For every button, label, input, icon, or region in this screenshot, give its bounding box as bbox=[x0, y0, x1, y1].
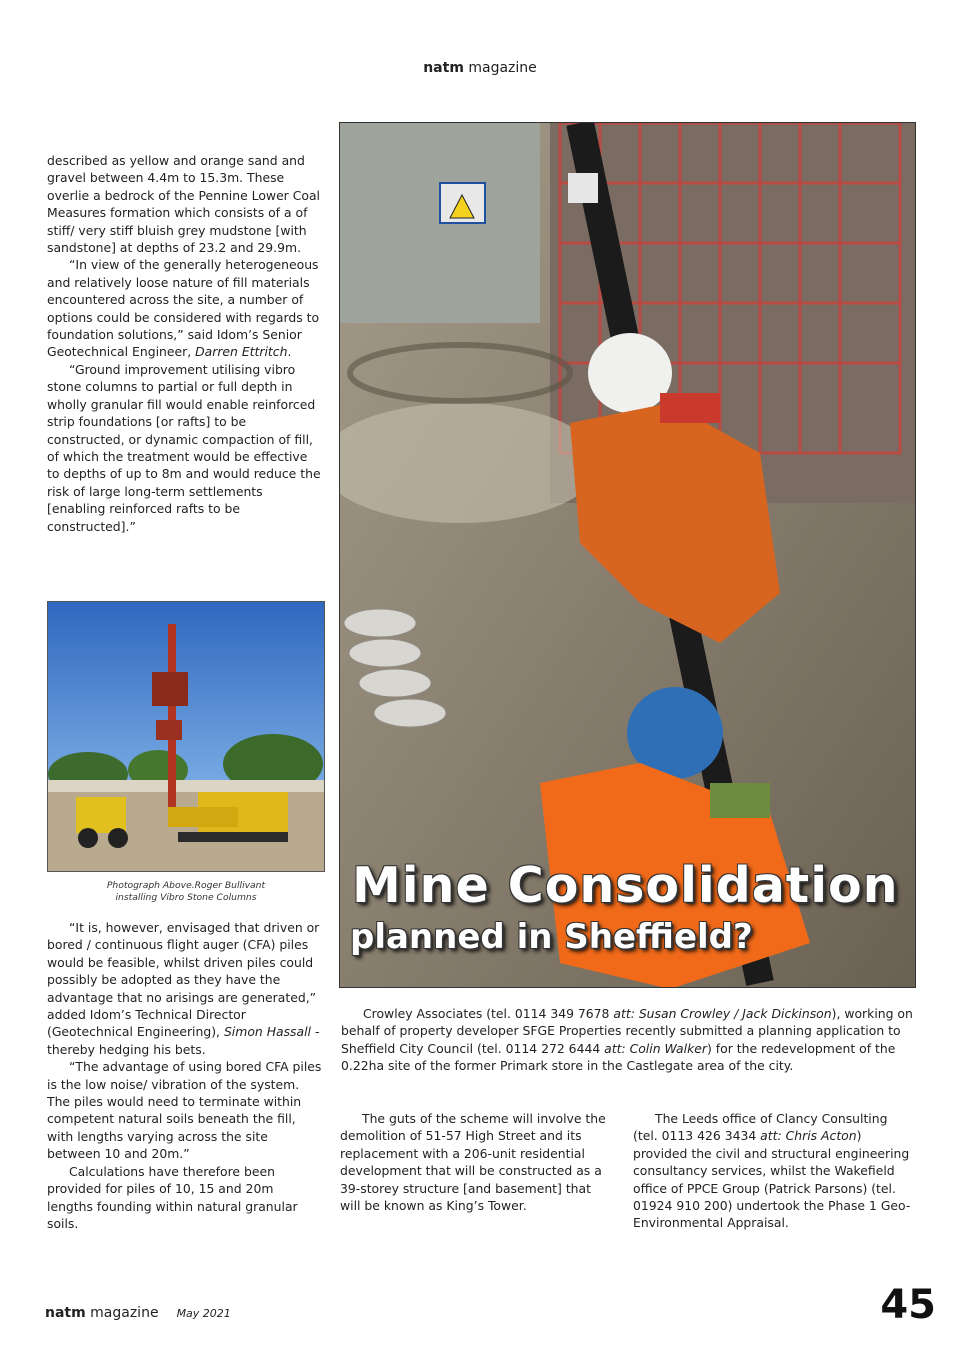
contact: att: Chris Acton bbox=[760, 1128, 857, 1144]
text: - thereby hedging his bets. bbox=[47, 1024, 320, 1057]
paragraph bbox=[633, 1110, 915, 1232]
text: ), working on behalf of property developer SFGE Properties recently submitted a planning application to Sheffield City Council (tel. 0114 272 6444 bbox=[341, 1006, 913, 1056]
headline-line-1: Mine Consolidation bbox=[352, 857, 899, 914]
photo-caption bbox=[47, 880, 325, 904]
left-column-bottom bbox=[47, 919, 323, 1232]
paragraph: The guts of the scheme will involve the demolition of 51-57 High Street and its replacement with a 206-unit residential development that will be constructed as a 39-storey structure [and basement] that will be known as King’s Tower. bbox=[340, 1111, 606, 1214]
contact: att: Colin Walker bbox=[604, 1040, 707, 1056]
person-name: Simon Hassall bbox=[223, 1024, 311, 1040]
text: The Leeds office of Clancy Consulting (tel. 0113 426 3434 bbox=[633, 1111, 888, 1144]
paragraph bbox=[47, 919, 323, 1058]
paragraph: “The advantage of using bored CFA piles is the low noise/ vibration of the system. The piles would need to terminate within competent natural soils beneath the fill, with lengths varying across the site between 10 and 20m.” bbox=[47, 1059, 322, 1162]
footer-brand-rest: magazine bbox=[85, 1305, 159, 1321]
text: ) for the redevelopment of the 0.22ha site of the former Primark store in the Castlegate area of the city. bbox=[341, 1040, 896, 1074]
text: “It is, however, envisaged that driven or bored / continuous flight auger (CFA) piles would be feasible, whilst driven piles could possibly be adopted as they have the advantage that no arisings are generated,” added Idom’s Technical Director (Geotechnical Engineering), bbox=[47, 920, 320, 1040]
issue-date: May 2021 bbox=[176, 1307, 231, 1320]
middle-column bbox=[340, 1110, 606, 1214]
paragraph bbox=[47, 256, 323, 360]
header-brand-rest: magazine bbox=[463, 60, 537, 76]
caption-line: Photograph Above.Roger Bullivant bbox=[106, 880, 266, 891]
contact: att: Susan Crowley / Jack Dickinson bbox=[613, 1006, 832, 1021]
left-column-top bbox=[47, 152, 323, 535]
text: ) provided the civil and structural engineering consultancy services, whilst the Wakefield office of PPCE Group (Patrick Parsons) (tel. 01924 910 200) undertook the Phase 1 Geo-Environmental Appraisal. bbox=[633, 1128, 911, 1231]
text: “In view of the generally heterogeneous and relatively loose nature of fill materials encountered across the site, a number of options could be considered with regards to foundation solutions,” said Idom’s Senior Geotechnical Engineer, bbox=[47, 257, 320, 360]
paragraph: “Ground improvement utilising vibro stone columns to partial or full depth in wholly granular fill would enable reinforced strip foundations [or rafts] to be constructed, or dynamic compaction of fill, of which the treatment would be effective to depths of up to 8m and would reduce the risk of large long-term settlements [enabling reinforced rafts to be constructed].” bbox=[47, 361, 321, 534]
page-footer bbox=[45, 1305, 231, 1321]
footer-brand: natm bbox=[45, 1305, 86, 1321]
paragraph: described as yellow and orange sand and gravel between 4.4m to 15.3m. These overlie a bedrock of the Pennine Lower Coal Measures formation which consists of a of stiff/ very stiff bluish grey mudstone [with sandstone] at depths of 23.2 and 29.9m. bbox=[47, 153, 320, 256]
person-name: Darren Ettritch bbox=[195, 344, 288, 360]
paragraph: Calculations have therefore been provided for piles of 10, 15 and 20m lengths founding within natural granular soils. bbox=[47, 1163, 298, 1231]
header-brand: natm bbox=[423, 60, 464, 76]
caption-line: installing Vibro Stone Columns bbox=[115, 892, 257, 903]
page-number: 45 bbox=[880, 1282, 936, 1328]
text: . bbox=[287, 344, 292, 360]
text: Crowley Associates (tel. 0114 349 7678 bbox=[363, 1006, 614, 1021]
intro-paragraph bbox=[341, 1005, 913, 1075]
rig-photo bbox=[47, 601, 325, 872]
page-header bbox=[0, 60, 960, 76]
paragraph bbox=[341, 1005, 913, 1075]
rig-photo-illustration bbox=[48, 602, 325, 872]
right-column bbox=[633, 1110, 915, 1232]
headline-line-2: planned in Sheffield? bbox=[350, 917, 753, 957]
